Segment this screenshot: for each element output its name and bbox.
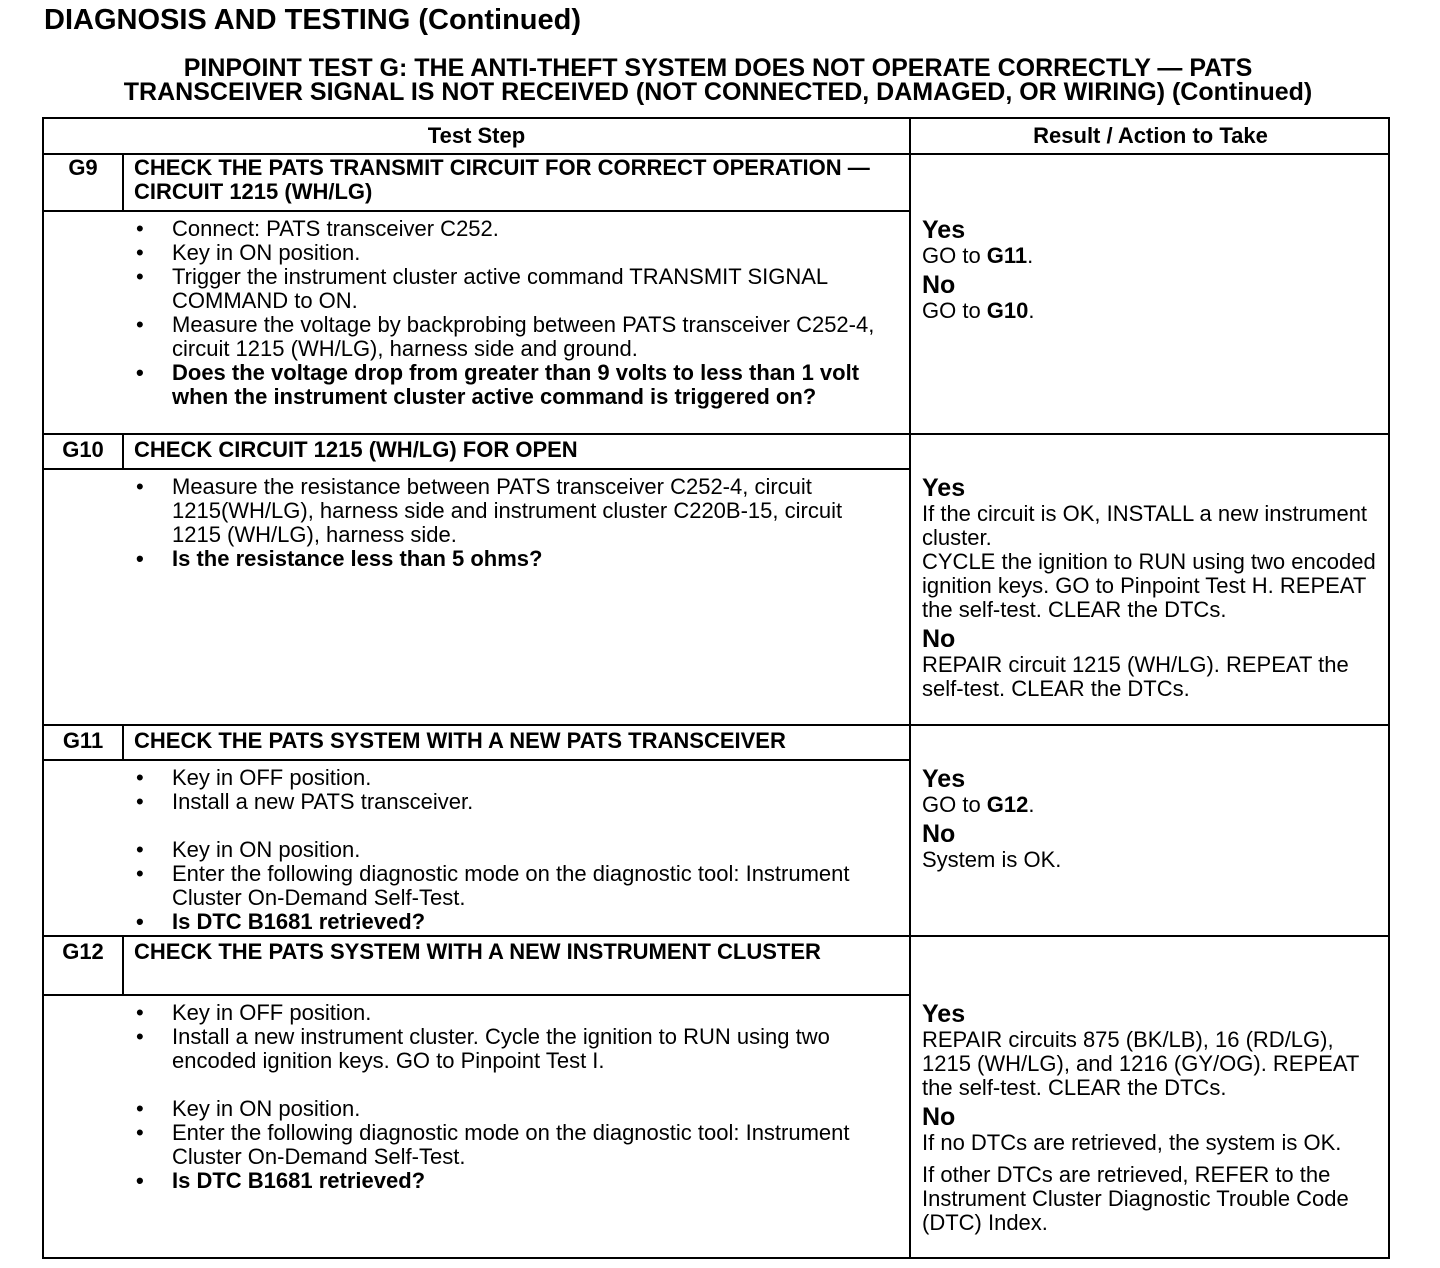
- list-item: • Key in OFF position.: [134, 766, 894, 790]
- step-id: G10: [62, 437, 104, 462]
- no-label: No: [922, 1103, 956, 1131]
- step-g11-header: [44, 726, 909, 761]
- step-id-divider: [122, 435, 124, 468]
- yes-action-detail: CYCLE the ignition to RUN using two encoded ignition keys. GO to Pinpoint Test H. REPEAT the self-test. CLEAR the DTCs.: [922, 549, 1376, 622]
- list-item: • Measure the resistance between PATS transceiver C252-4, circuit 1215(WH/LG), harness side and instrument cluster C220B-15, circuit 1215 (WH/LG), harness side.: [134, 475, 894, 547]
- step-title: CHECK CIRCUIT 1215 (WH/LG) FOR OPEN: [134, 437, 578, 462]
- yes-label: Yes: [922, 216, 966, 244]
- step-g12-header: [44, 937, 909, 996]
- result-g12: [922, 997, 1384, 1235]
- step-g9-header: [44, 153, 909, 212]
- column-divider: [909, 119, 911, 1257]
- list-item-question: • Is the resistance less than 5 ohms?: [134, 547, 894, 571]
- page-heading: DIAGNOSIS AND TESTING (Continued): [44, 4, 582, 36]
- list-item: • Enter the following diagnostic mode on the diagnostic tool: Instrument Cluster On-Demand Self-Test.: [134, 1121, 894, 1169]
- yes-target: G11: [986, 243, 1028, 268]
- list-item: • Key in ON position.: [134, 241, 894, 265]
- step-id-divider: [122, 937, 124, 994]
- list-item: • Install a new PATS transceiver.: [134, 790, 894, 814]
- list-item: • Trigger the instrument cluster active command TRANSMIT SIGNAL COMMAND to ON.: [134, 265, 894, 313]
- list-item-question: • Does the voltage drop from greater than 9 volts to less than 1 volt when the instrument cluster active command is triggered on?: [134, 361, 894, 409]
- no-label: No: [922, 625, 956, 653]
- step-g9: [44, 153, 909, 435]
- no-action: GO to G10.: [922, 298, 1035, 323]
- list-item: • Connect: PATS transceiver C252.: [134, 217, 894, 241]
- list-item-question: • Is DTC B1681 retrieved?: [134, 910, 894, 934]
- list-item: • Key in OFF position.: [134, 1001, 894, 1025]
- step-g9-body: [134, 217, 894, 409]
- step-g11-body: [134, 766, 894, 934]
- list-item-question: • Is DTC B1681 retrieved?: [134, 1169, 894, 1193]
- col-test-step-header: Test Step: [427, 123, 526, 148]
- step-g12-body: [134, 1001, 894, 1193]
- col-result-header: Result / Action to Take: [1033, 123, 1268, 148]
- result-g11: [922, 762, 1384, 872]
- step-g10-body: [134, 475, 894, 571]
- no-action-detail: If other DTCs are retrieved, REFER to the Instrument Cluster Diagnostic Trouble Code (DTC) Index.: [922, 1162, 1349, 1235]
- step-id-divider: [122, 726, 124, 759]
- list-item: • Key in ON position.: [134, 838, 894, 862]
- no-label: No: [922, 271, 956, 299]
- no-label: No: [922, 820, 956, 848]
- yes-action: GO to G12.: [922, 792, 1035, 817]
- no-action: If no DTCs are retrieved, the system is OK.: [922, 1130, 1342, 1155]
- no-action: REPAIR circuit 1215 (WH/LG). REPEAT the self-test. CLEAR the DTCs.: [922, 652, 1349, 701]
- step-g11: [44, 726, 909, 937]
- result-g9: [922, 213, 1384, 323]
- yes-label: Yes: [922, 1000, 966, 1028]
- step-title: CHECK THE PATS SYSTEM WITH A NEW INSTRUMENT CLUSTER: [134, 939, 821, 964]
- diagnostic-table: [42, 117, 1390, 1259]
- list-item: • Enter the following diagnostic mode on the diagnostic tool: Instrument Cluster On-Demand Self-Test.: [134, 862, 894, 910]
- list-item: • Install a new instrument cluster. Cycle the ignition to RUN using two encoded ignition keys. GO to Pinpoint Test I.: [134, 1025, 894, 1073]
- step-g12: [44, 937, 909, 1259]
- no-target: G10: [986, 298, 1029, 323]
- list-item: • Key in ON position.: [134, 1097, 894, 1121]
- test-title-line2: TRANSCEIVER SIGNAL IS NOT RECEIVED (NOT CONNECTED, DAMAGED, OR WIRING) (Continued): [123, 78, 1313, 106]
- yes-action: If the circuit is OK, INSTALL a new instrument cluster.: [922, 501, 1368, 550]
- result-g10: [922, 471, 1384, 701]
- test-title-line1: PINPOINT TEST G: THE ANTI-THEFT SYSTEM DOES NOT OPERATE CORRECTLY — PATS: [183, 54, 1253, 82]
- step-id: G12: [62, 939, 104, 964]
- step-g10: [44, 435, 909, 726]
- step-title: CHECK THE PATS SYSTEM WITH A NEW PATS TRANSCEIVER: [134, 728, 786, 753]
- yes-target: G12: [986, 792, 1029, 817]
- step-id: G11: [62, 728, 104, 753]
- table-header: [44, 119, 1388, 155]
- list-item: • Measure the voltage by backprobing between PATS transceiver C252-4, circuit 1215 (WH/LG), harness side and ground.: [134, 313, 894, 361]
- step-title: CHECK THE PATS TRANSMIT CIRCUIT FOR CORRECT OPERATION — CIRCUIT 1215 (WH/LG): [134, 155, 870, 204]
- pinpoint-test-title: [44, 56, 1392, 104]
- yes-action: REPAIR circuits 875 (BK/LB), 16 (RD/LG), 1215 (WH/LG), and 1216 (GY/OG). REPEAT the self-test. CLEAR the DTCs.: [922, 1027, 1359, 1100]
- yes-action: GO to G11.: [922, 243, 1034, 268]
- yes-label: Yes: [922, 765, 966, 793]
- yes-label: Yes: [922, 474, 966, 502]
- step-g10-header: [44, 435, 909, 470]
- no-action: System is OK.: [922, 847, 1062, 872]
- step-id: G9: [68, 155, 98, 180]
- step-id-divider: [122, 153, 124, 210]
